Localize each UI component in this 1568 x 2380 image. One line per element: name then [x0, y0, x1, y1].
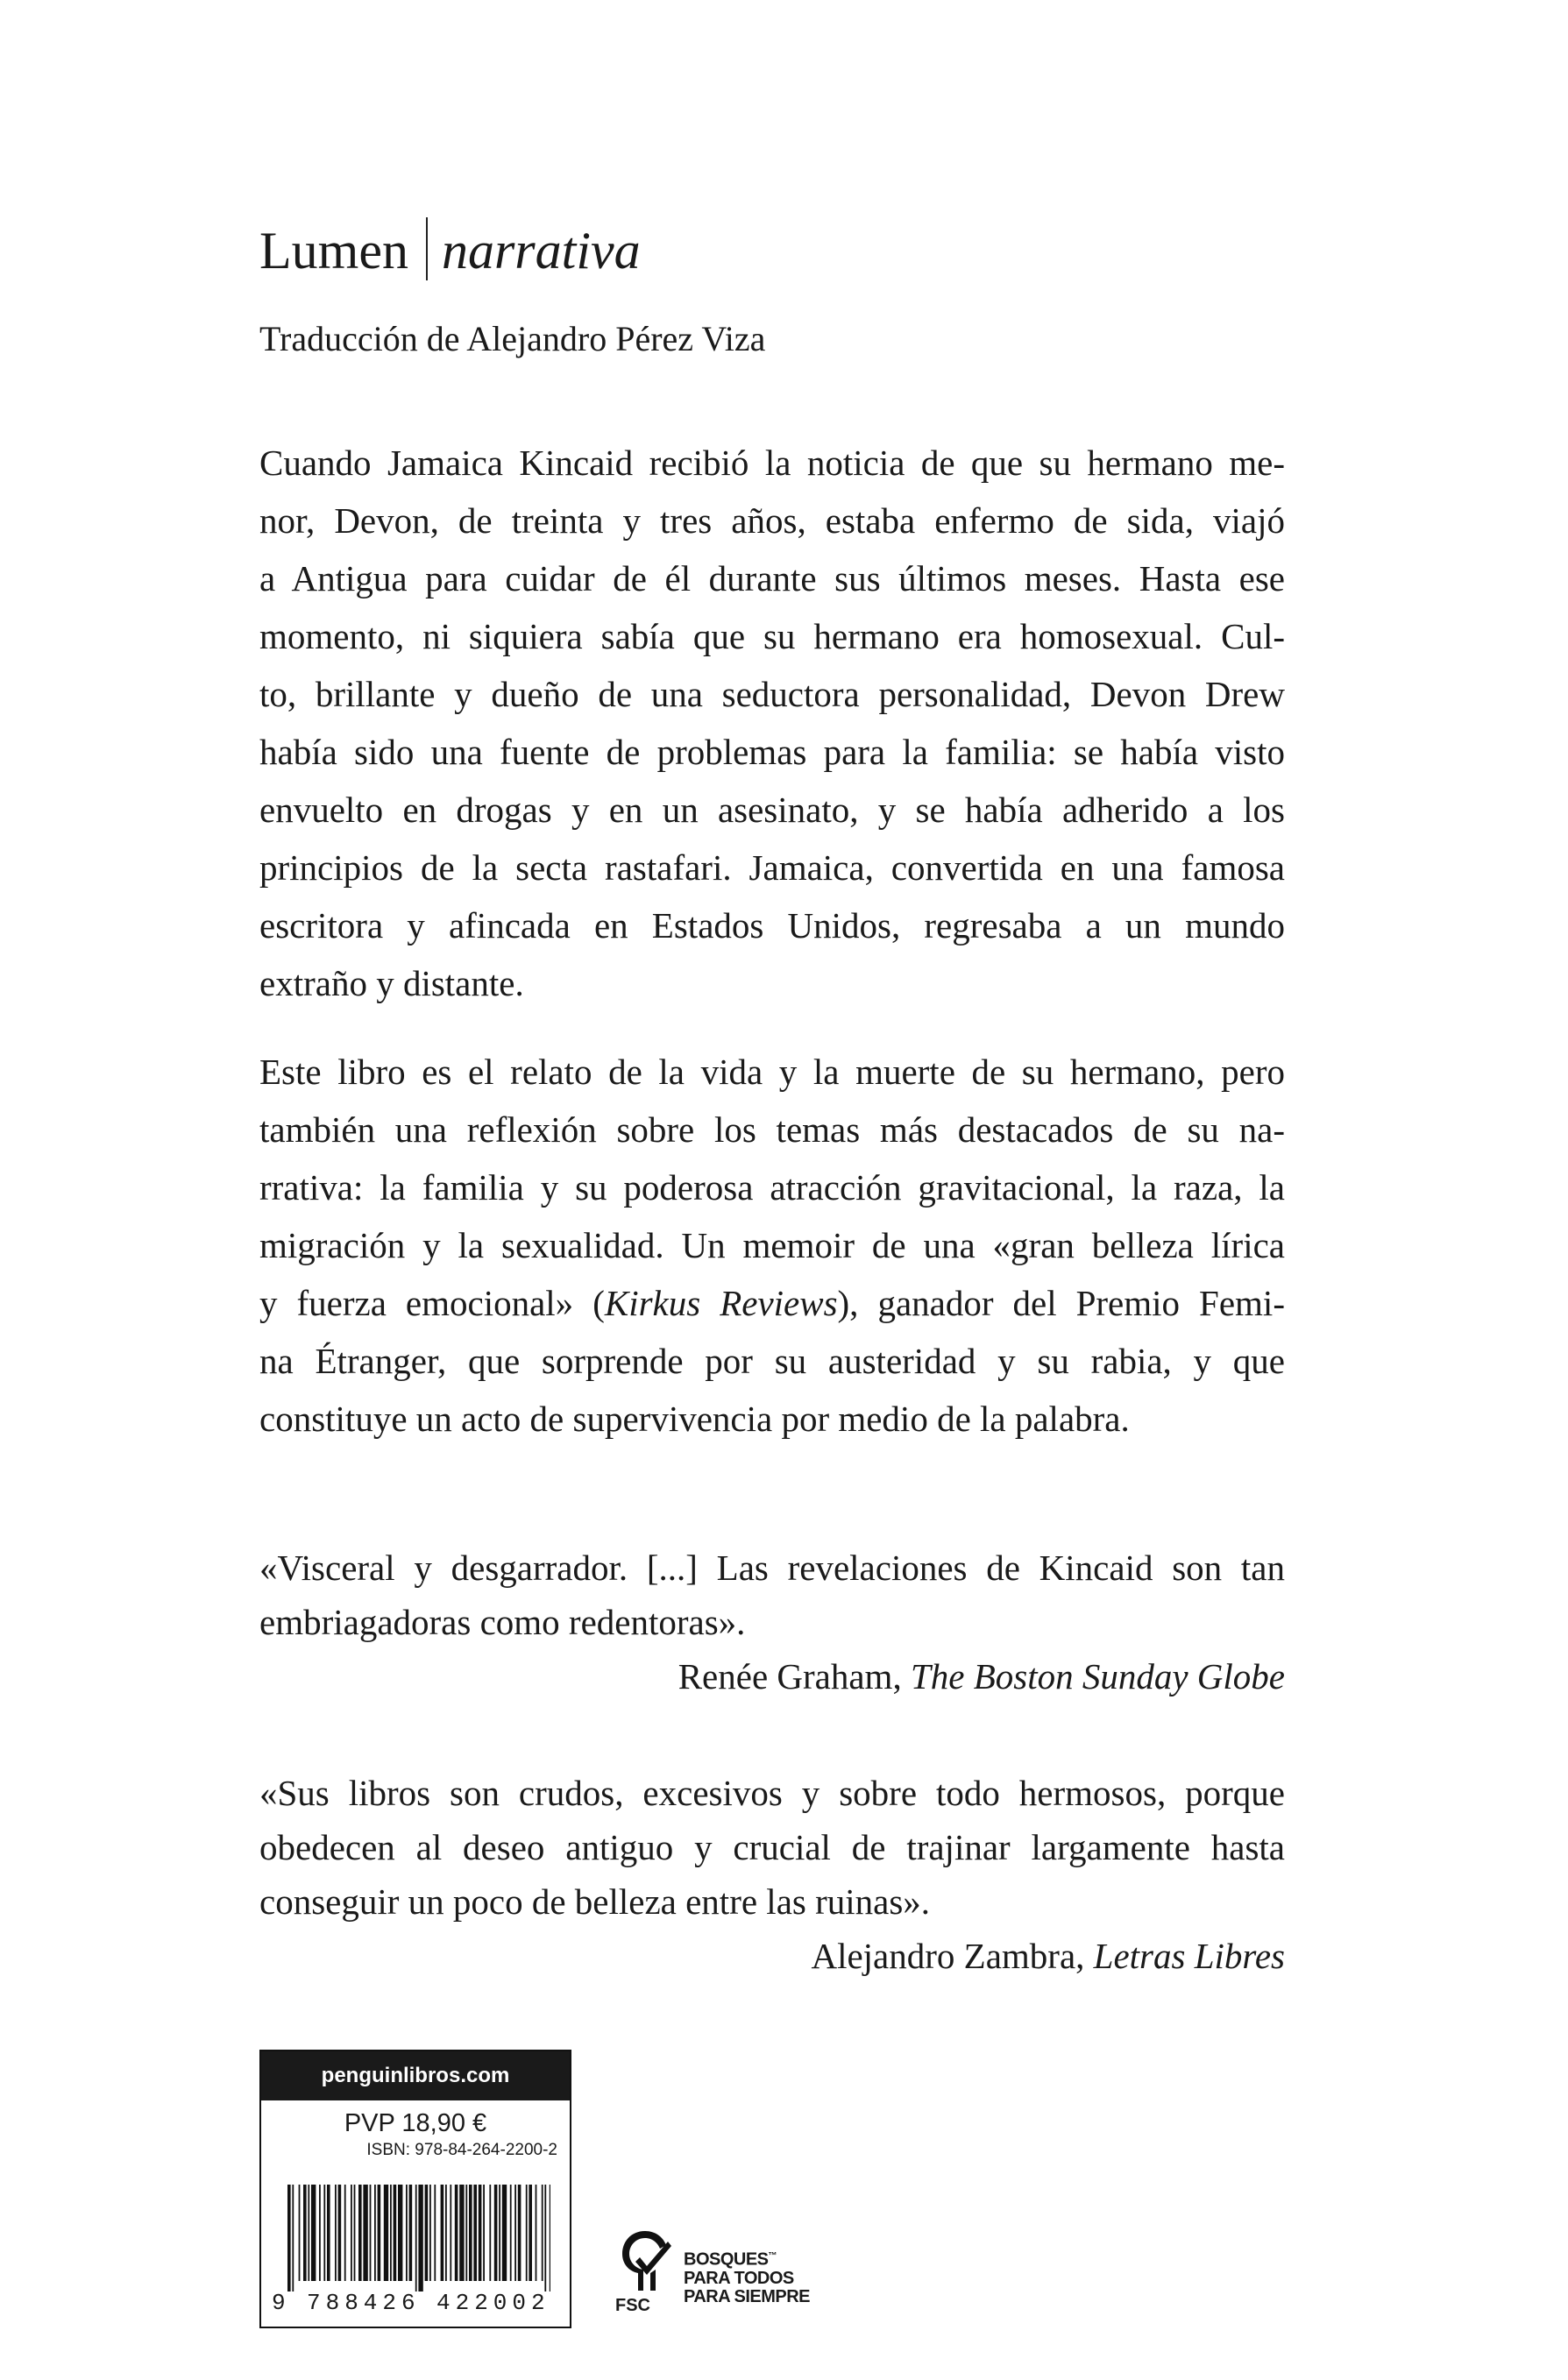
barcode-bar	[529, 2185, 532, 2281]
barcode-bar	[344, 2185, 346, 2281]
quote-line: conseguir un poco de belleza entre las ruinas».	[259, 1881, 931, 1922]
price-label: PVP 18,90 €	[344, 2109, 487, 2137]
text-line: Cuando Jamaica Kincaid recibió la noticia de que su hermano me-	[259, 443, 1285, 483]
barcode-bar	[354, 2185, 356, 2281]
text-fragment: y fuerza emocional» (	[259, 1283, 605, 1323]
text-line: to, brillante y dueño de una seductora personalidad, Devon Drew	[259, 674, 1285, 714]
website-label: penguinlibros.com	[261, 2051, 570, 2100]
barcode-bar	[502, 2185, 507, 2281]
barcode-bar	[374, 2185, 376, 2281]
barcode-lead-digit: 9	[272, 2290, 287, 2316]
text-line: a Antigua para cuidar de él durante sus últimos meses. Hasta ese	[259, 558, 1285, 599]
barcode-bar	[358, 2185, 362, 2281]
fsc-slogan	[684, 2247, 810, 2306]
barcode-bar	[499, 2185, 500, 2281]
barcode-bar	[489, 2185, 491, 2281]
publisher-name: Lumen	[259, 222, 408, 280]
barcode-bar	[378, 2185, 381, 2281]
barcode-bar	[319, 2185, 321, 2281]
barcode-bar	[542, 2185, 543, 2281]
isbn-label: ISBN: 978-84-264-2200-2	[366, 2141, 557, 2159]
slogan-line: PARA SIEMPRE	[684, 2286, 811, 2306]
quote-attribution	[259, 1929, 1285, 1983]
text-line: envuelto en drogas y en un asesinato, y se había adherido a los	[259, 790, 1285, 830]
barcode-bar	[335, 2185, 337, 2281]
barcode-bar	[394, 2185, 397, 2281]
text-line: Este libro es el relato de la vida y la muerte de su hermano, pero	[259, 1052, 1285, 1092]
slogan-line: BOSQUES	[684, 2249, 769, 2270]
barcode-bar	[323, 2185, 325, 2281]
text-line: momento, ni siquiera sabía que su hermano era homosexual. Cul-	[259, 616, 1285, 656]
quote-line: embriagadoras como redentoras».	[259, 1602, 746, 1642]
text-line: constituye un acto de supervivencia por medio de la palabra.	[259, 1399, 1130, 1439]
barcode-bar	[390, 2185, 392, 2281]
barcode-bar	[465, 2185, 467, 2281]
text-line: escritora y afincada en Estados Unidos, regresaba a un mundo	[259, 905, 1285, 946]
barcode-bar	[398, 2185, 402, 2281]
barcode-bar	[445, 2185, 447, 2281]
barcode-digit-group: 422002	[436, 2290, 550, 2316]
translator-credit: Traducción de Alejandro Pérez Viza	[259, 319, 766, 358]
barcode-bar	[510, 2185, 512, 2281]
barcode-bar	[469, 2185, 472, 2281]
barcode-bar	[459, 2185, 464, 2281]
text-line: nor, Devon, de treinta y tres años, estaba enfermo de sida, viajó	[259, 500, 1285, 541]
barcode-bar	[473, 2185, 477, 2281]
quote-line: «Visceral y desgarrador. [...] Las revelaciones de Kincaid son tan	[259, 1548, 1285, 1588]
barcode-bar	[370, 2185, 372, 2281]
barcode-bar	[311, 2185, 316, 2281]
series-name: narrativa	[441, 222, 641, 280]
text-line: principios de la secta rastafari. Jamaica, convertida en una famosa	[259, 847, 1285, 888]
barcode-bar	[384, 2185, 388, 2281]
barcode-bar	[441, 2185, 444, 2281]
barcode-bar	[514, 2185, 516, 2281]
barcode-bar	[299, 2185, 301, 2281]
text-line: había sido una fuente de problemas para la familia: se había visto	[259, 732, 1285, 772]
barcode-bar	[483, 2185, 485, 2281]
synopsis-paragraph-1	[259, 434, 1285, 1012]
barcode-bar	[292, 2185, 294, 2291]
text-line: también una reflexión sobre los temas más destacados de su na-	[259, 1109, 1285, 1150]
barcode-bar	[455, 2185, 458, 2281]
barcode-bar	[518, 2185, 521, 2281]
text-line: migración y la sexualidad. Un memoir de una «gran belleza lírica	[259, 1225, 1285, 1265]
barcode-bar	[425, 2185, 429, 2281]
tree-check-icon	[614, 2226, 677, 2296]
text-line: na Étranger, que sorprende por su austeridad y su rabia, y que	[259, 1341, 1285, 1381]
barcode-digit-group: 788426	[307, 2290, 421, 2316]
barcode-bar	[287, 2185, 291, 2291]
text-line: extraño y distante.	[259, 963, 524, 1003]
quote-source: Letras Libres	[1093, 1936, 1285, 1976]
barcode-bar	[308, 2185, 309, 2281]
barcode-bar	[434, 2185, 436, 2281]
quote-source: The Boston Sunday Globe	[910, 1656, 1285, 1696]
barcode-bar	[526, 2185, 528, 2281]
barcode-bar	[351, 2185, 352, 2281]
barcode-bar	[406, 2185, 408, 2281]
barcode-bar	[363, 2185, 367, 2281]
text-line	[259, 1274, 1285, 1332]
barcode-bar	[479, 2185, 482, 2281]
review-quote-2	[259, 1766, 1285, 1983]
trademark-symbol: ™	[768, 2251, 777, 2261]
barcode-bar	[415, 2185, 417, 2291]
fsc-logo	[614, 2226, 841, 2322]
barcode-icon	[287, 2185, 550, 2291]
quote-author: Alejandro Zambra,	[811, 1936, 1094, 1976]
barcode-bar	[338, 2185, 342, 2281]
text-line: rrativa: la familia y su poderosa atracción gravitacional, la raza, la	[259, 1167, 1285, 1208]
barcode-bar	[494, 2185, 498, 2281]
quote-line: «Sus libros son crudos, excesivos y sobre todo hermosos, porque	[259, 1773, 1285, 1813]
quote-attribution	[259, 1649, 1285, 1704]
imprint-divider	[426, 217, 428, 280]
barcode-bar	[429, 2185, 431, 2281]
barcode-box	[259, 2050, 571, 2328]
synopsis-paragraph-2	[259, 1043, 1285, 1448]
barcode-bar	[544, 2185, 546, 2291]
barcode-bar	[327, 2185, 330, 2281]
barcode-bar	[303, 2185, 307, 2281]
barcode-bar	[418, 2185, 422, 2291]
quote-line: obedecen al deseo antiguo y crucial de trajinar largamente hasta	[259, 1827, 1285, 1867]
quote-author: Renée Graham,	[678, 1656, 911, 1696]
imprint	[259, 217, 641, 281]
cited-publication: Kirkus Reviews	[604, 1283, 838, 1323]
barcode-bar	[409, 2185, 413, 2281]
text-fragment: ), ganador del Premio Femi-	[837, 1283, 1285, 1323]
slogan-line: PARA TODOS	[684, 2268, 794, 2288]
barcode-bar	[536, 2185, 537, 2281]
barcode-bar	[450, 2185, 451, 2281]
fsc-label: FSC	[615, 2296, 650, 2315]
review-quote-1	[259, 1541, 1285, 1704]
